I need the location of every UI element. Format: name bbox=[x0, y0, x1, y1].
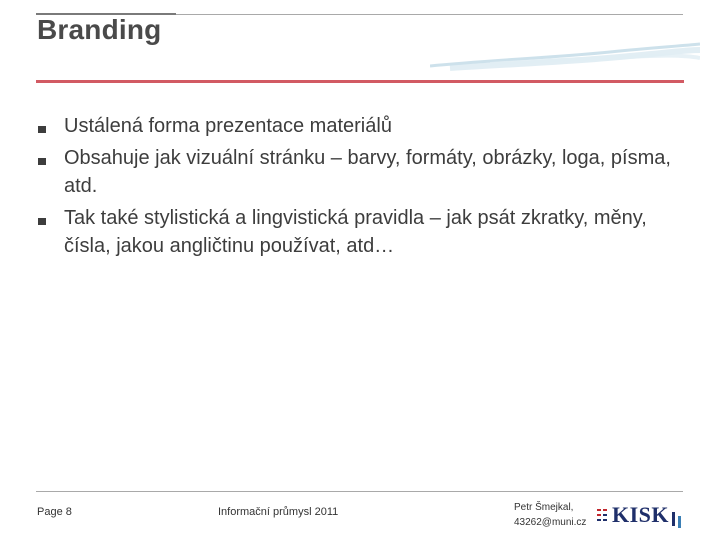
kisk-logo bbox=[596, 500, 688, 532]
slide-title: Branding bbox=[37, 14, 162, 45]
author-email: 43262@muni.cz bbox=[514, 517, 587, 528]
logo-mark-icon bbox=[596, 506, 610, 524]
bullet-text: Obsahuje jak vizuální stránku – barvy, formáty, obrázky, loga, písma, atd. bbox=[64, 147, 671, 197]
logo-text: KISK bbox=[612, 502, 670, 527]
footer-rule bbox=[36, 491, 683, 492]
title-underline bbox=[36, 80, 684, 83]
logo-bars-icon bbox=[670, 508, 686, 530]
bullet-square-icon bbox=[38, 158, 46, 165]
footer-title: Informační průmysl 2011 bbox=[218, 506, 339, 518]
bullet-square-icon bbox=[38, 126, 46, 133]
bullet-list bbox=[36, 112, 686, 264]
swoosh-decoration bbox=[430, 38, 700, 78]
author-name: Petr Šmejkal, bbox=[514, 502, 574, 513]
list-item bbox=[36, 112, 686, 140]
bullet-square-icon bbox=[38, 218, 46, 225]
page-number: Page 8 bbox=[37, 506, 72, 518]
list-item bbox=[36, 144, 686, 200]
author-info bbox=[514, 500, 586, 530]
bullet-text: Ustálená forma prezentace materiálů bbox=[64, 115, 392, 137]
list-item bbox=[36, 204, 686, 260]
bullet-text: Tak také stylistická a lingvistická pravidla – jak psát zkratky, měny, čísla, jakou angličtinu používat, atd… bbox=[64, 207, 647, 257]
